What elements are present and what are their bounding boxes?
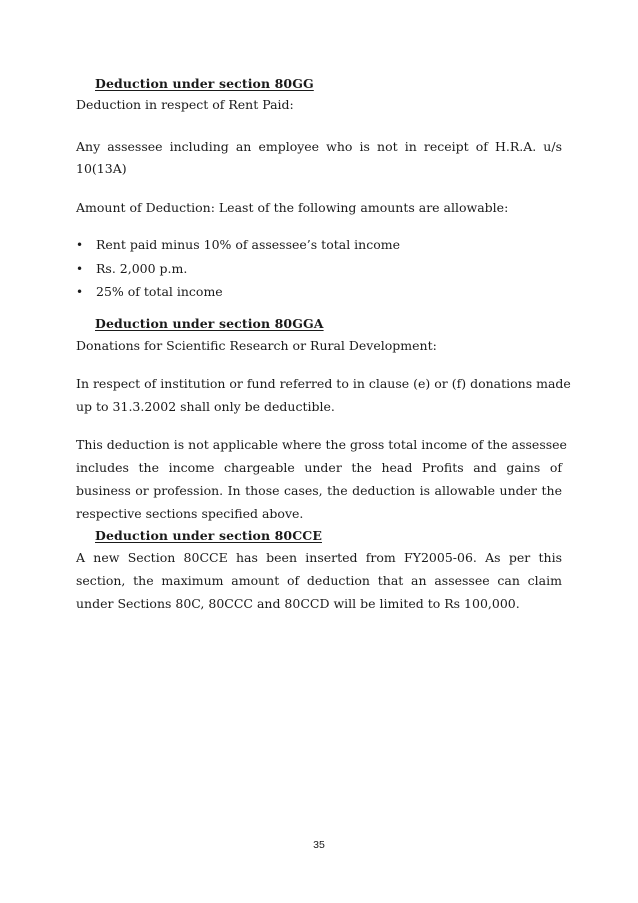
- paragraph-80cce-line-1: A new Section 80CCE has been inserted from FY2005-06. As per this: [76, 550, 562, 565]
- bullet-icon: •: [76, 238, 84, 252]
- paragraph-text: In respect of institution or fund referred to in clause (e) or (f) donations made: [76, 376, 571, 391]
- paragraph-80gga-1-line-2: up to 31.3.2002 shall only be deductible.: [76, 399, 335, 414]
- subtitle-80gga: Donations for Scientific Research or Rural Development:: [76, 338, 437, 353]
- paragraph-80gga-2-line-3: business or profession. In those cases, the deduction is allowable under the: [76, 483, 562, 498]
- paragraph-80gg-line-1: Any assessee including an employee who is not in receipt of H.R.A. u/s: [76, 139, 562, 154]
- heading-80cce: Deduction under section 80CCE: [95, 528, 322, 543]
- page-number: 35: [313, 839, 325, 851]
- amount-intro-80gg: Amount of Deduction: Least of the following amounts are allowable:: [76, 200, 509, 215]
- paragraph-80gga-2-line-4: respective sections specified above.: [76, 506, 304, 521]
- bullet-item-3: [76, 284, 223, 299]
- subtitle-80gg: Deduction in respect of Rent Paid:: [76, 97, 294, 112]
- paragraph-80gg-line-2: 10(13A): [76, 161, 127, 176]
- paragraph-80cce-line-2: section, the maximum amount of deduction that an assessee can claim: [76, 573, 562, 588]
- paragraph-80gga-2-line-2: includes the income chargeable under the head Profits and gains of: [76, 460, 562, 475]
- bullet-item-2: [76, 261, 187, 276]
- bullet-text: Rent paid minus 10% of assessee’s total income: [96, 237, 400, 252]
- bullet-text: 25% of total income: [96, 284, 223, 299]
- paragraph-80cce-line-3: under Sections 80C, 80CCC and 80CCD will be limited to Rs 100,000.: [76, 596, 520, 611]
- paragraph-80gga-2-line-1: This deduction is not applicable where the gross total income of the assessee: [76, 437, 567, 452]
- bullet-icon: •: [76, 285, 84, 299]
- bullet-text: Rs. 2,000 p.m.: [96, 261, 188, 276]
- bullet-item-1: [76, 237, 400, 252]
- paragraph-80gga-1-line-1: [76, 376, 571, 391]
- heading-80gg: Deduction under section 80GG: [95, 76, 314, 91]
- bullet-icon: •: [76, 262, 84, 276]
- heading-80gga: Deduction under section 80GGA: [95, 316, 324, 331]
